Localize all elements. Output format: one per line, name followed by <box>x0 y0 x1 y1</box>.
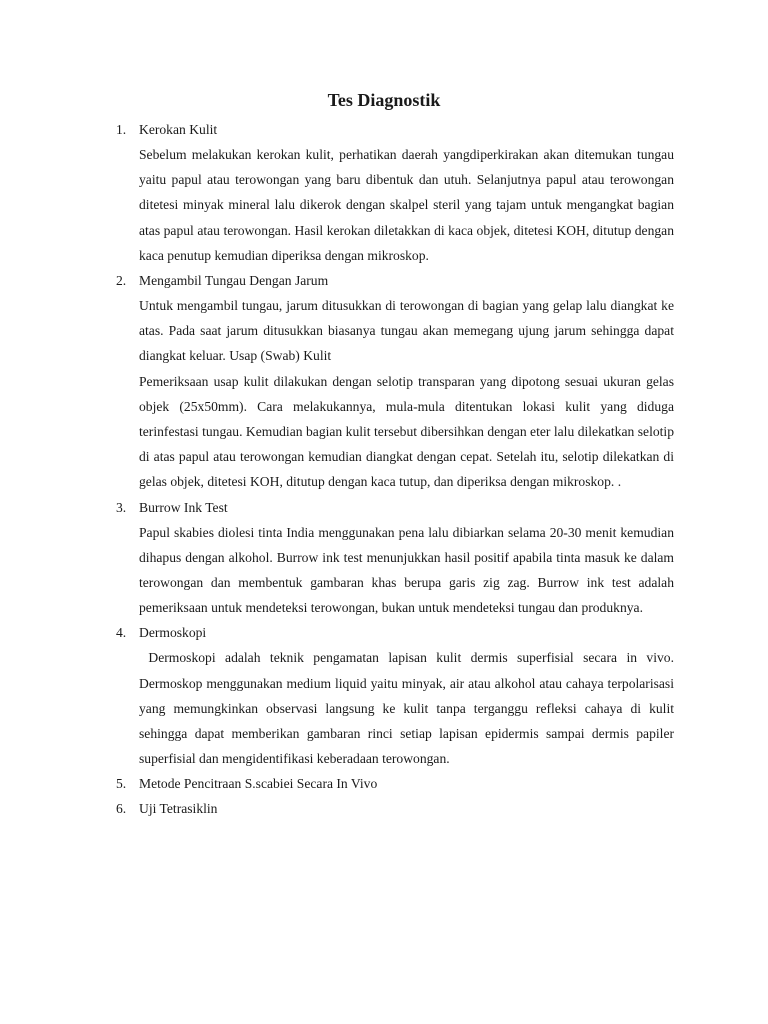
item-paragraph: Sebelum melakukan kerokan kulit, perhatikan daerah yangdiperkirakan akan ditemukan tungau yaitu papul atau terowongan yang baru dibentuk dan utuh. Selanjutnya papul atau terowongan ditetesi minyak mineral lalu dikerok dengan skalpel steril yang tajam untuk mengangkat bagian atas papul atau terowongan. Hasil kerokan diletakkan di kaca objek, ditetesi KOH, ditutup dengan kaca penutup kemudian diperiksa dengan mikroskop. <box>139 147 678 263</box>
item-paragraph: Pemeriksaan usap kulit dilakukan dengan selotip transparan yang dipotong sesuai ukuran gelas objek (25x50mm). Cara melakukannya, mula-mula ditentukan lokasi kulit yang diduga terinfestasi tungau. Kemudian bagian kulit tersebut dibersihkan dengan eter lalu dilekatkan selotip di atas papul atau terowongan kemudian diangkat dengan cepat. Setelah itu, selotip dilekatkan di gelas objek, ditetesi KOH, ditutup dengan kaca tutup, dan diperiksa dengan mikroskop. . <box>139 373 678 490</box>
item-heading: Mengambil Tungau Dengan Jarum <box>139 273 329 289</box>
list-item-kerokan-kulit <box>0 117 768 268</box>
list-item-uji-tetrasiklin <box>0 796 768 821</box>
list-item-burrow-ink-test <box>0 495 768 621</box>
item-heading: Uji Tetrasiklin <box>139 801 218 817</box>
document-title: Tes Diagnostik <box>327 90 441 110</box>
item-number: 5. <box>116 776 127 792</box>
item-heading-row <box>0 268 768 293</box>
item-number: 2. <box>116 273 127 289</box>
item-heading: Kerokan Kulit <box>139 122 218 137</box>
item-paragraph: Papul skabies diolesi tinta India menggunakan pena lalu dibiarkan selama 20-30 menit kemudian dihapus dengan alkohol. Burrow ink test menunjukkan hasil positif apabila tinta masuk ke dalam terowongan dan membentuk gambaran khas berupa garis zig zag. Burrow ink test adalah pemeriksaan untuk mendeteksi terowongan, bukan untuk mendeteksi tungau dan produknya. <box>139 524 678 616</box>
item-heading: Metode Pencitraan S.scabiei Secara In Vivo <box>139 776 378 792</box>
item-paragraph: Untuk mengambil tungau, jarum ditusukkan di terowongan di bagian yang gelap lalu diangkat ke atas. Pada saat jarum ditusukkan biasanya tungau akan memegang ujung jarum sehingga dapat diangkat keluar. Usap (Swab) Kulit <box>139 298 678 364</box>
item-heading-row <box>0 117 768 142</box>
list-item-dermoskopi <box>0 620 768 771</box>
list-item-metode-pencitraan <box>0 771 768 796</box>
item-paragraph: Dermoskopi adalah teknik pengamatan lapisan kulit dermis superfisial secara in vivo. Dermoskop menggunakan medium liquid yaitu minyak, air atau alkohol atau cahaya terpolarisasi yang memungkinkan observasi langsung ke kulit tanpa terganggu refleksi cahaya di kulit sehingga dapat memberikan gambaran rinci setiap lapisan epidermis sampai dermis papiler superfisial dan mengidentifikasi keberadaan terowongan. <box>139 650 678 767</box>
list-item-mengambil-tungau <box>0 268 768 495</box>
item-heading-row <box>0 495 768 520</box>
item-heading: Dermoskopi <box>139 625 207 641</box>
item-heading-row <box>0 796 768 821</box>
item-number: 3. <box>116 499 127 515</box>
diagnostic-list <box>0 117 768 821</box>
item-number: 4. <box>116 625 127 641</box>
item-number: 6. <box>116 801 127 817</box>
item-heading: Burrow Ink Test <box>139 499 228 515</box>
item-heading-row <box>0 771 768 796</box>
item-number: 1. <box>116 122 127 137</box>
item-heading-row <box>0 620 768 645</box>
